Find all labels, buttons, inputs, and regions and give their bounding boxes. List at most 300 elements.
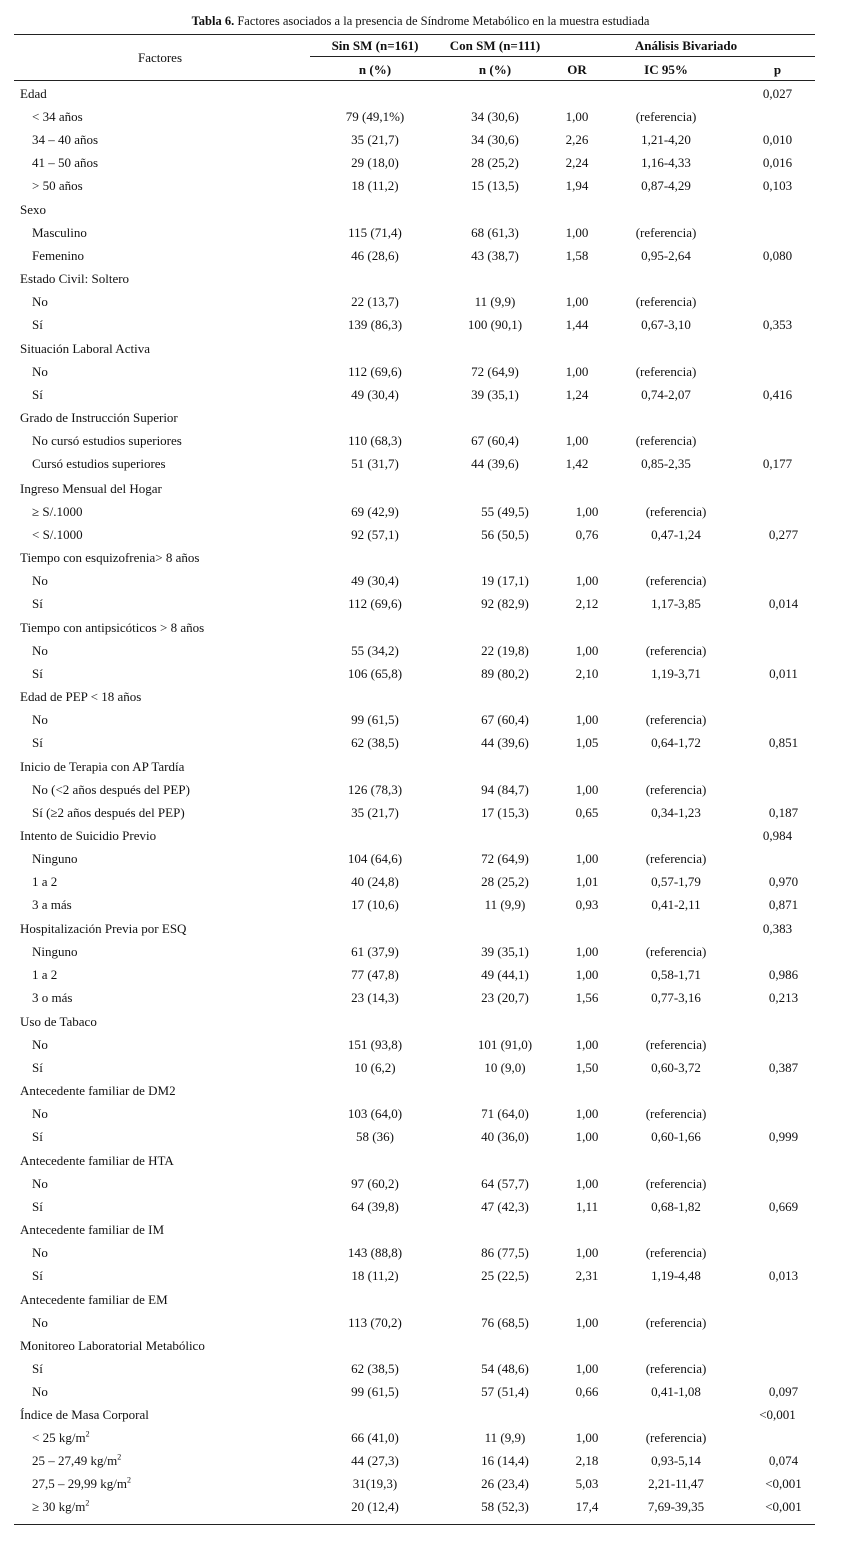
cell-p-value: 0,871 [768, 897, 799, 912]
cell-or: 1,00 [575, 1106, 599, 1121]
cell-ic95: 0,77-3,16 [651, 990, 701, 1005]
cell-ic95: 1,19-3,71 [651, 666, 701, 681]
row-label-text: 41 – 50 años [32, 155, 99, 170]
row-label [32, 225, 87, 241]
row-label-text: Sí [32, 666, 43, 681]
row-label [32, 1106, 48, 1122]
cell-p-value: 0,970 [768, 874, 799, 889]
table-title-text: Factores asociados a la presencia de Síndrome Metabólico en la muestra estudiada [234, 14, 650, 28]
row-label-text: Femenino [32, 248, 84, 263]
cell-or: 0,76 [575, 527, 599, 542]
cell-or: 1,01 [575, 874, 599, 889]
cell-or: 1,00 [575, 712, 599, 727]
row-label-text: < S/.1000 [32, 527, 83, 542]
cell-ic95: 2,21-11,47 [648, 1476, 704, 1491]
cell-or: 0,93 [575, 897, 599, 912]
cell-sin-sm: 112 (69,6) [348, 364, 402, 379]
cell-sin-sm: 35 (21,7) [351, 132, 399, 147]
cell-con-sm: 54 (48,6) [481, 1361, 529, 1376]
cell-sin-sm: 126 (78,3) [347, 782, 403, 797]
cell-or: 2,10 [575, 666, 599, 681]
cell-con-sm: 94 (84,7) [481, 782, 529, 797]
cell-p-value: 0,010 [762, 132, 793, 147]
cell-sin-sm: 18 (11,2) [351, 1268, 399, 1283]
cell-ic95: (referencia) [635, 109, 697, 124]
cell-ic95: (referencia) [635, 294, 697, 309]
group-label: Antecedente familiar de EM [20, 1292, 168, 1307]
cell-sin-sm: 113 (70,2) [348, 1315, 402, 1330]
cell-con-sm: 10 (9,0) [484, 1060, 526, 1075]
cell-ic95: 1,16-4,33 [641, 155, 691, 170]
cell-or: 1,00 [575, 1430, 599, 1445]
group-label: Hospitalización Previa por ESQ [20, 921, 187, 936]
cell-sin-sm: 62 (38,5) [351, 1361, 399, 1376]
header-factores: Factores [137, 50, 183, 65]
cell-or: 2,31 [575, 1268, 599, 1283]
group-label: Edad [20, 86, 47, 101]
cell-p-value: 0,080 [762, 248, 793, 263]
row-label-text: < 34 años [32, 109, 83, 124]
top-rule [14, 34, 815, 35]
cell-ic95: 0,41-1,08 [651, 1384, 701, 1399]
group-label: Antecedente familiar de DM2 [20, 1083, 176, 1098]
cell-con-sm: 40 (36,0) [481, 1129, 529, 1144]
cell-con-sm: 72 (64,9) [471, 364, 519, 379]
cell-ic95: 1,21-4,20 [641, 132, 691, 147]
cell-p-value: 0,213 [768, 990, 799, 1005]
row-label-superscript: 2 [85, 1498, 90, 1508]
cell-con-sm: 26 (23,4) [481, 1476, 529, 1491]
group-label: Tiempo con esquizofrenia> 8 años [20, 550, 200, 565]
cell-or: 0,65 [575, 805, 599, 820]
cell-sin-sm: 44 (27,3) [351, 1453, 399, 1468]
cell-sin-sm: 23 (14,3) [351, 990, 399, 1005]
row-label [32, 1499, 89, 1515]
row-label [32, 527, 83, 543]
row-label-text: No [32, 294, 48, 309]
cell-con-sm: 86 (77,5) [481, 1245, 529, 1260]
cell-con-sm: 16 (14,4) [481, 1453, 529, 1468]
cell-sin-sm: 17 (10,6) [351, 897, 399, 912]
row-label-text: 25 – 27,49 kg/m [32, 1453, 118, 1468]
cell-con-sm: 57 (51,4) [481, 1384, 529, 1399]
group-label: Intento de Suicidio Previo [20, 828, 157, 843]
row-label-text: Sí [32, 1268, 43, 1283]
row-label-text: No [32, 712, 48, 727]
group-label: Índice de Masa Corporal [20, 1407, 149, 1422]
header-con-sm: Con SM (n=111) [449, 38, 541, 53]
header-mid-rule [310, 56, 815, 57]
cell-sin-sm: 99 (61,5) [351, 1384, 399, 1399]
row-label [32, 805, 185, 821]
cell-ic95: 0,68-1,82 [651, 1199, 701, 1214]
cell-sin-sm: 92 (57,1) [351, 527, 399, 542]
cell-or: 1,00 [575, 944, 599, 959]
cell-con-sm: 92 (82,9) [481, 596, 529, 611]
cell-ic95: (referencia) [645, 573, 707, 588]
row-label-text: Sí [32, 735, 43, 750]
cell-sin-sm: 99 (61,5) [351, 712, 399, 727]
cell-or: 1,00 [575, 1315, 599, 1330]
cell-ic95: (referencia) [645, 504, 707, 519]
row-label-text: Sí [32, 1129, 43, 1144]
cell-ic95: (referencia) [645, 1245, 707, 1260]
cell-or: 1,42 [565, 456, 589, 471]
cell-con-sm: 47 (42,3) [481, 1199, 529, 1214]
cell-ic95: (referencia) [645, 1176, 707, 1191]
cell-con-sm: 19 (17,1) [481, 573, 529, 588]
cell-p-value: 0,986 [768, 967, 799, 982]
row-label [32, 109, 83, 125]
cell-p-value: <0,001 [765, 1499, 802, 1514]
row-label-text: ≥ S/.1000 [32, 504, 83, 519]
row-label [32, 456, 166, 472]
cell-or: 1,00 [575, 1129, 599, 1144]
group-p-value: 0,027 [762, 86, 793, 101]
cell-ic95: 0,41-2,11 [651, 897, 701, 912]
cell-sin-sm: 110 (68,3) [348, 433, 402, 448]
cell-con-sm: 25 (22,5) [481, 1268, 529, 1283]
cell-sin-sm: 10 (6,2) [354, 1060, 396, 1075]
row-label-text: No (<2 años después del PEP) [32, 782, 190, 797]
cell-con-sm: 34 (30,6) [471, 109, 519, 124]
cell-con-sm: 49 (44,1) [481, 967, 529, 982]
row-label [32, 317, 43, 333]
row-label [32, 967, 57, 983]
cell-ic95: (referencia) [645, 1037, 707, 1052]
group-label: Antecedente familiar de HTA [20, 1153, 174, 1168]
row-label [32, 504, 82, 520]
group-label: Antecedente familiar de IM [20, 1222, 165, 1237]
group-label: Uso de Tabaco [20, 1014, 97, 1029]
row-label [32, 1199, 43, 1215]
row-label [32, 1384, 48, 1400]
row-label-text: Sí [32, 1199, 43, 1214]
cell-ic95: (referencia) [645, 712, 707, 727]
cell-or: 1,24 [565, 387, 589, 402]
cell-or: 1,00 [575, 504, 599, 519]
cell-or: 2,12 [575, 596, 599, 611]
row-label-text: No [32, 1315, 48, 1330]
cell-con-sm: 76 (68,5) [481, 1315, 529, 1330]
row-label-superscript: 2 [85, 1429, 90, 1439]
row-label-text: Masculino [32, 225, 87, 240]
row-label [32, 1476, 131, 1492]
cell-sin-sm: 66 (41,0) [351, 1430, 399, 1445]
row-label [32, 782, 190, 798]
cell-ic95: 0,64-1,72 [651, 735, 701, 750]
cell-con-sm: 72 (64,9) [481, 851, 529, 866]
group-label: Ingreso Mensual del Hogar [20, 481, 162, 496]
cell-ic95: 1,17-3,85 [651, 596, 701, 611]
cell-or: 1,00 [575, 1176, 599, 1191]
cell-con-sm: 56 (50,5) [481, 527, 529, 542]
row-label-superscript: 2 [126, 1475, 131, 1485]
cell-or: 1,50 [575, 1060, 599, 1075]
group-label: Monitoreo Laboratorial Metabólico [20, 1338, 205, 1353]
cell-p-value: 0,016 [762, 155, 793, 170]
cell-sin-sm: 18 (11,2) [351, 178, 399, 193]
cell-ic95: 0,58-1,71 [651, 967, 701, 982]
cell-sin-sm: 151 (93,8) [347, 1037, 403, 1052]
row-label [32, 1453, 121, 1469]
cell-ic95: 0,93-5,14 [651, 1453, 701, 1468]
row-label [32, 132, 98, 148]
row-label-text: Sí [32, 317, 43, 332]
cell-con-sm: 11 (9,9) [484, 1430, 526, 1445]
row-label [32, 364, 48, 380]
cell-p-value: 0,387 [768, 1060, 799, 1075]
cell-con-sm: 43 (38,7) [471, 248, 519, 263]
cell-or: 2,26 [565, 132, 589, 147]
cell-con-sm: 71 (64,0) [481, 1106, 529, 1121]
row-label-text: No [32, 1245, 48, 1260]
cell-con-sm: 39 (35,1) [471, 387, 519, 402]
row-label-text: No [32, 1176, 48, 1191]
row-label [32, 712, 48, 728]
row-label [32, 1430, 90, 1446]
cell-sin-sm: 49 (30,4) [351, 387, 399, 402]
cell-sin-sm: 112 (69,6) [348, 596, 402, 611]
cell-p-value: 0,187 [768, 805, 799, 820]
row-label [32, 1176, 48, 1192]
cell-ic95: 7,69-39,35 [647, 1499, 705, 1514]
row-label-text: ≥ 30 kg/m [32, 1499, 86, 1514]
cell-ic95: 0,47-1,24 [651, 527, 701, 542]
row-label [32, 573, 48, 589]
header-n-pct-con: n (%) [478, 62, 512, 77]
cell-sin-sm: 29 (18,0) [351, 155, 399, 170]
cell-ic95: 0,57-1,79 [651, 874, 701, 889]
row-label [32, 248, 84, 264]
header-bottom-rule [14, 80, 815, 81]
cell-or: 1,00 [565, 109, 589, 124]
group-label: Edad de PEP < 18 años [20, 689, 142, 704]
cell-sin-sm: 62 (38,5) [351, 735, 399, 750]
cell-ic95: (referencia) [645, 944, 707, 959]
header-or: OR [567, 62, 587, 77]
group-label: Estado Civil: Soltero [20, 271, 130, 286]
cell-con-sm: 17 (15,3) [481, 805, 529, 820]
cell-con-sm: 55 (49,5) [481, 504, 529, 519]
row-label [32, 666, 43, 682]
cell-sin-sm: 77 (47,8) [351, 967, 399, 982]
row-label [32, 1245, 48, 1261]
cell-con-sm: 58 (52,3) [481, 1499, 529, 1514]
cell-sin-sm: 31(19,3) [352, 1476, 398, 1491]
cell-or: 1,00 [565, 433, 589, 448]
cell-con-sm: 15 (13,5) [471, 178, 519, 193]
row-label [32, 294, 48, 310]
cell-p-value: 0,103 [762, 178, 793, 193]
cell-ic95: 0,34-1,23 [651, 805, 701, 820]
row-label-text: No [32, 1037, 48, 1052]
cell-ic95: (referencia) [635, 225, 697, 240]
cell-con-sm: 89 (80,2) [481, 666, 529, 681]
row-label-text: No [32, 643, 48, 658]
row-label [32, 433, 182, 449]
group-label: Grado de Instrucción Superior [20, 410, 178, 425]
row-label-text: No [32, 1384, 48, 1399]
cell-con-sm: 11 (9,9) [484, 897, 526, 912]
cell-con-sm: 28 (25,2) [471, 155, 519, 170]
cell-p-value: <0,001 [765, 1476, 802, 1491]
row-label-text: 1 a 2 [32, 874, 58, 889]
row-label [32, 1037, 48, 1053]
row-label-text: 3 a más [32, 897, 72, 912]
cell-or: 1,11 [575, 1199, 599, 1214]
row-label-text: Cursó estudios superiores [32, 456, 166, 471]
cell-ic95: 0,60-3,72 [651, 1060, 701, 1075]
header-ic95: IC 95% [644, 62, 688, 77]
cell-or: 1,44 [565, 317, 589, 332]
row-label-text: Ninguno [32, 944, 78, 959]
cell-con-sm: 39 (35,1) [481, 944, 529, 959]
row-label [32, 387, 43, 403]
cell-con-sm: 44 (39,6) [471, 456, 519, 471]
cell-sin-sm: 20 (12,4) [351, 1499, 399, 1514]
cell-p-value: 0,097 [768, 1384, 799, 1399]
row-label [32, 1060, 43, 1076]
cell-sin-sm: 143 (88,8) [347, 1245, 403, 1260]
cell-sin-sm: 139 (86,3) [347, 317, 403, 332]
row-label-text: 34 – 40 años [32, 132, 99, 147]
cell-con-sm: 68 (61,3) [471, 225, 519, 240]
cell-sin-sm: 61 (37,9) [351, 944, 399, 959]
cell-sin-sm: 22 (13,7) [351, 294, 399, 309]
cell-ic95: 0,74-2,07 [641, 387, 691, 402]
row-label [32, 874, 57, 890]
row-label [32, 155, 98, 171]
cell-sin-sm: 51 (31,7) [351, 456, 399, 471]
cell-ic95: (referencia) [645, 1315, 707, 1330]
cell-sin-sm: 55 (34,2) [351, 643, 399, 658]
row-label-text: No [32, 1106, 48, 1121]
row-label [32, 1129, 43, 1145]
header-sin-sm: Sin SM (n=161) [331, 38, 419, 53]
row-label-text: No [32, 573, 48, 588]
cell-sin-sm: 40 (24,8) [351, 874, 399, 889]
header-analisis-bivariado: Análisis Bivariado [634, 38, 738, 53]
cell-p-value: 0,011 [769, 666, 798, 681]
cell-con-sm: 67 (60,4) [481, 712, 529, 727]
cell-or: 1,00 [575, 851, 599, 866]
group-p-value: 0,984 [762, 828, 793, 843]
cell-p-value: 0,013 [768, 1268, 799, 1283]
row-label [32, 178, 83, 194]
row-label [32, 643, 48, 659]
cell-sin-sm: 103 (64,0) [347, 1106, 403, 1121]
cell-or: 0,66 [575, 1384, 599, 1399]
cell-p-value: 0,416 [762, 387, 793, 402]
cell-or: 1,00 [575, 573, 599, 588]
cell-or: 1,00 [575, 643, 599, 658]
row-label-text: 3 o más [32, 990, 73, 1005]
cell-or: 1,94 [565, 178, 589, 193]
cell-sin-sm: 58 (36) [356, 1129, 394, 1144]
cell-ic95: (referencia) [645, 643, 707, 658]
group-label: Tiempo con antipsicóticos > 8 años [20, 620, 205, 635]
row-label-text: 27,5 – 29,99 kg/m [32, 1476, 127, 1491]
cell-p-value: 0,177 [762, 456, 793, 471]
cell-p-value: 0,353 [762, 317, 793, 332]
cell-or: 1,00 [575, 967, 599, 982]
cell-or: 1,00 [575, 782, 599, 797]
cell-ic95: (referencia) [645, 1106, 707, 1121]
row-label [32, 1315, 48, 1331]
group-label: Inicio de Terapia con AP Tardía [20, 759, 185, 774]
cell-sin-sm: 69 (42,9) [351, 504, 399, 519]
row-label-text: No [32, 364, 48, 379]
cell-con-sm: 100 (90,1) [467, 317, 523, 332]
cell-p-value: 0,277 [768, 527, 799, 542]
cell-ic95: (referencia) [645, 851, 707, 866]
cell-ic95: 0,87-4,29 [641, 178, 691, 193]
cell-or: 1,58 [565, 248, 589, 263]
row-label-text: < 25 kg/m [32, 1430, 86, 1445]
cell-sin-sm: 35 (21,7) [351, 805, 399, 820]
cell-ic95: (referencia) [645, 1361, 707, 1376]
cell-or: 1,00 [565, 225, 589, 240]
row-label-text: Ninguno [32, 851, 78, 866]
cell-or: 5,03 [575, 1476, 599, 1491]
cell-sin-sm: 104 (64,6) [347, 851, 403, 866]
row-label [32, 735, 43, 751]
cell-sin-sm: 115 (71,4) [348, 225, 402, 240]
row-label [32, 944, 78, 960]
cell-ic95: (referencia) [635, 433, 697, 448]
cell-ic95: (referencia) [645, 1430, 707, 1445]
cell-p-value: 0,669 [768, 1199, 799, 1214]
cell-sin-sm: 49 (30,4) [351, 573, 399, 588]
cell-con-sm: 28 (25,2) [481, 874, 529, 889]
row-label [32, 1268, 43, 1284]
row-label-text: Sí (≥2 años después del PEP) [32, 805, 185, 820]
cell-p-value: 0,851 [768, 735, 799, 750]
cell-p-value: 0,999 [768, 1129, 799, 1144]
cell-ic95: 0,60-1,66 [651, 1129, 701, 1144]
cell-con-sm: 64 (57,7) [481, 1176, 529, 1191]
cell-or: 1,05 [575, 735, 599, 750]
bottom-rule [14, 1524, 815, 1525]
row-label-text: No cursó estudios superiores [32, 433, 182, 448]
cell-ic95: 0,67-3,10 [641, 317, 691, 332]
table-title-prefix: Tabla 6. [191, 14, 235, 28]
cell-con-sm: 101 (91,0) [477, 1037, 533, 1052]
row-label [32, 897, 72, 913]
cell-or: 1,00 [565, 364, 589, 379]
cell-ic95: 0,85-2,35 [641, 456, 691, 471]
cell-ic95: 1,19-4,48 [651, 1268, 701, 1283]
cell-sin-sm: 64 (39,8) [351, 1199, 399, 1214]
group-label: Situación Laboral Activa [20, 341, 150, 356]
cell-or: 1,00 [565, 294, 589, 309]
row-label [32, 596, 43, 612]
cell-con-sm: 22 (19,8) [481, 643, 529, 658]
row-label [32, 1361, 43, 1377]
table-title [0, 14, 841, 29]
cell-sin-sm: 106 (65,8) [347, 666, 403, 681]
row-label-text: 1 a 2 [32, 967, 58, 982]
row-label-text: Sí [32, 387, 43, 402]
cell-sin-sm: 79 (49,1%) [345, 109, 405, 124]
cell-sin-sm: 97 (60,2) [351, 1176, 399, 1191]
cell-or: 1,56 [575, 990, 599, 1005]
row-label-text: > 50 años [32, 178, 83, 193]
cell-con-sm: 23 (20,7) [481, 990, 529, 1005]
cell-or: 2,24 [565, 155, 589, 170]
cell-p-value: 0,074 [768, 1453, 799, 1468]
